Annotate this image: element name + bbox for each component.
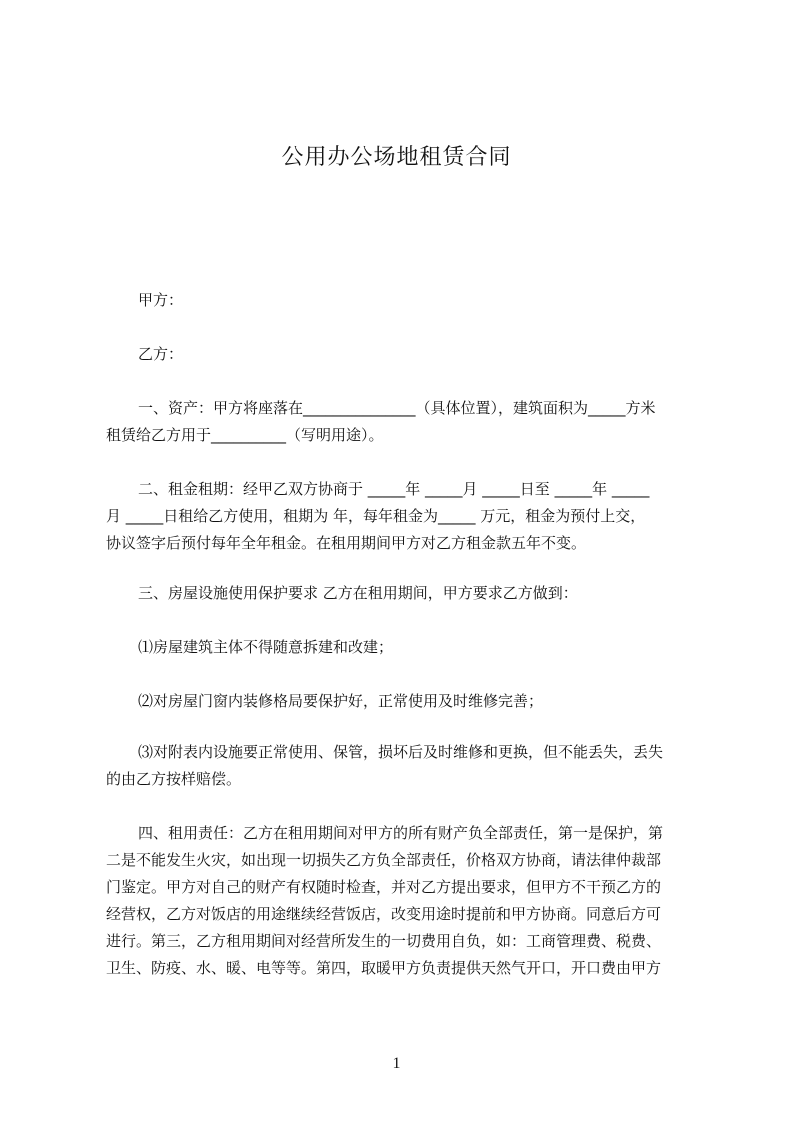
clause-responsibility-line-6: 卫生、防疫、水、暖、电等等。第四，取暖甲方负责提供天然气开口，开口费由甲方 bbox=[106, 959, 662, 977]
clause-responsibility-line-3: 门鉴定。甲方对自己的财产有权随时检查，并对乙方提出要求，但甲方不干预乙方的 bbox=[106, 878, 662, 896]
facility-item-2-text: ⑵对房屋门窗内装修格局要保护好，正常使用及时维修完善； bbox=[138, 692, 544, 710]
party-a-label bbox=[106, 287, 702, 314]
clause-responsibility-line-1: 四、租用责任：乙方在租用期间对甲方的所有财产负全部责任，第一是保护，第 bbox=[138, 824, 664, 842]
clause-responsibility-line-2: 二是不能发生火灾，如出现一切损失乙方负全部责任，价格双方协商，请法律仲裁部 bbox=[106, 851, 662, 869]
clause-assets bbox=[106, 395, 702, 449]
facility-item-2 bbox=[106, 688, 702, 715]
document-title: 公用办公场地租赁合同 bbox=[281, 145, 512, 170]
clause-assets-line-2: 租赁给乙方用于__________（写明用途）。 bbox=[106, 426, 384, 444]
party-a-text: 甲方： bbox=[138, 291, 184, 309]
clause-facilities bbox=[106, 580, 702, 607]
clause-facilities-text: 三、房屋设施使用保护要求 乙方在租用期间，甲方要求乙方做到： bbox=[138, 584, 578, 602]
clause-rent-line-3: 协议签字后预付每年全年租金。在租用期间甲方对乙方租金款五年不变。 bbox=[106, 534, 587, 552]
party-b-text: 乙方： bbox=[138, 345, 184, 363]
facility-item-1-text: ⑴房屋建筑主体不得随意拆建和改建； bbox=[138, 638, 394, 656]
clause-responsibility-line-5: 进行。第三，乙方租用期间对经营所发生的一切费用自负，如：工商管理费、税费、 bbox=[106, 932, 662, 950]
clause-assets-line-1: 一、资产：甲方将座落在_______________（具体位置），建筑面积为_____方米 bbox=[138, 399, 656, 417]
facility-item-1 bbox=[106, 634, 702, 661]
clause-rent-line-2: 月 _____日租给乙方使用，租期为 年，每年租金为_____ 万元，租金为预付上交， bbox=[106, 507, 646, 525]
clause-rent-line-1: 二、租金租期：经甲乙双方协商于 _____年 _____月 _____日至 _____年 _____ bbox=[138, 480, 650, 498]
page-number: 1 bbox=[392, 1055, 401, 1072]
clause-responsibility bbox=[106, 820, 702, 982]
clause-rent-term bbox=[106, 476, 702, 557]
facility-item-3-line-2: 的由乙方按样赔偿。 bbox=[106, 770, 242, 788]
clause-responsibility-line-4: 经营权，乙方对饭店的用途继续经营饭店，改变用途时提前和甲方协商。同意后方可 bbox=[106, 905, 662, 923]
party-b-label bbox=[106, 341, 702, 368]
facility-item-3-line-1: ⑶对附表内设施要正常使用、保管，损坏后及时维修和更换，但不能丢失，丢失 bbox=[138, 743, 664, 761]
facility-item-3 bbox=[106, 739, 702, 793]
